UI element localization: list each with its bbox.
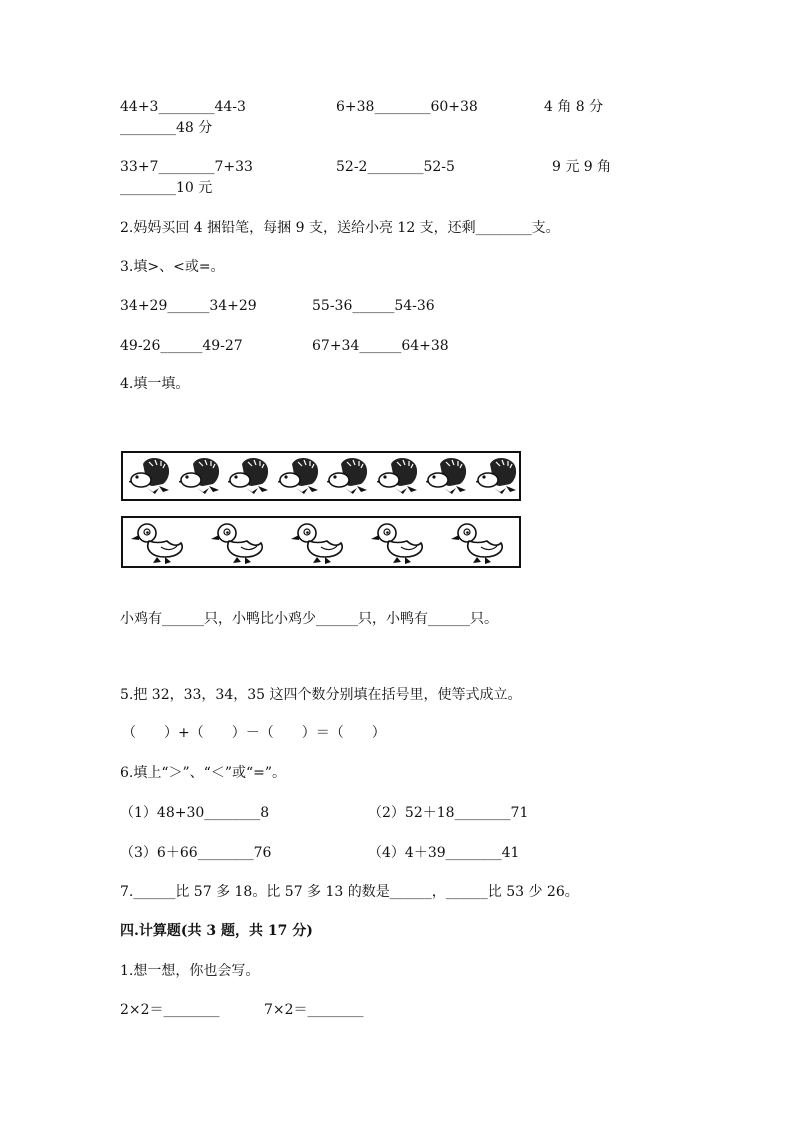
duck-icon	[131, 521, 189, 569]
q1-r1-a: 44+3________44-3	[120, 99, 246, 115]
chick-icon	[377, 456, 421, 500]
q4-title: 4.填一填。	[120, 376, 190, 392]
q4-sentence: 小鸡有______只，小鸭比小鸡少______只，小鸭有______只。	[120, 611, 498, 627]
q1-r1-c: 4 角 8 分	[544, 99, 604, 115]
chick-icon	[278, 456, 322, 500]
chick-icon	[228, 456, 272, 500]
q3-item-2: 55-36______54-36	[312, 298, 435, 314]
section4-item-2: 7×2＝________	[264, 1002, 364, 1018]
q6-title: 6.填上“＞”、“＜”或“=”。	[120, 765, 287, 781]
q6-item-2: （2）52＋18________71	[368, 805, 529, 821]
duck-icon	[371, 521, 429, 569]
section4-title: 四.计算题(共 3 题，共 17 分)	[120, 923, 313, 939]
q5-equation: （ ）+（ ）－（ ）＝（ ）	[122, 725, 386, 741]
section4-item-1: 2×2＝________	[120, 1002, 220, 1018]
q3-title: 3.填>、<或=。	[120, 259, 225, 275]
q7-text: 7.______比 57 多 18。比 57 多 13 的数是______，______比 53 少 26。	[120, 884, 579, 900]
q6-item-4: （4）4＋39________41	[368, 845, 520, 861]
chick-icon	[179, 456, 223, 500]
chick-row-box	[121, 451, 521, 501]
q6-item-3: （3）6＋66________76	[120, 845, 272, 861]
q3-item-4: 67+34______64+38	[312, 338, 449, 354]
duck-row-box	[121, 516, 521, 568]
q5-title: 5.把 32，33，34，35 这四个数分别填在括号里，使等式成立。	[120, 687, 522, 703]
q1-r2-a: 33+7________7+33	[120, 159, 253, 175]
section4-q1-title: 1.想一想，你也会写。	[120, 963, 260, 979]
q6-item-1: （1）48+30________8	[120, 805, 270, 821]
chick-icon	[327, 456, 371, 500]
duck-icon	[291, 521, 349, 569]
chick-icon	[426, 456, 470, 500]
q2-text: 2.妈妈买回 4 捆铅笔，每捆 9 支，送给小亮 12 支，还剩________支。	[120, 220, 560, 236]
q1-r1-d: ________48 分	[120, 120, 213, 136]
q3-item-1: 34+29______34+29	[120, 298, 257, 314]
q1-r2-d: ________10 元	[120, 180, 213, 196]
chick-icon	[129, 456, 173, 500]
q1-r2-b: 52-2________52-5	[336, 159, 455, 175]
q3-item-3: 49-26______49-27	[120, 338, 243, 354]
q1-r1-b: 6+38________60+38	[336, 99, 478, 115]
chick-icon	[476, 456, 520, 500]
q1-r2-c: 9 元 9 角	[552, 159, 612, 175]
duck-icon	[211, 521, 269, 569]
duck-icon	[451, 521, 509, 569]
